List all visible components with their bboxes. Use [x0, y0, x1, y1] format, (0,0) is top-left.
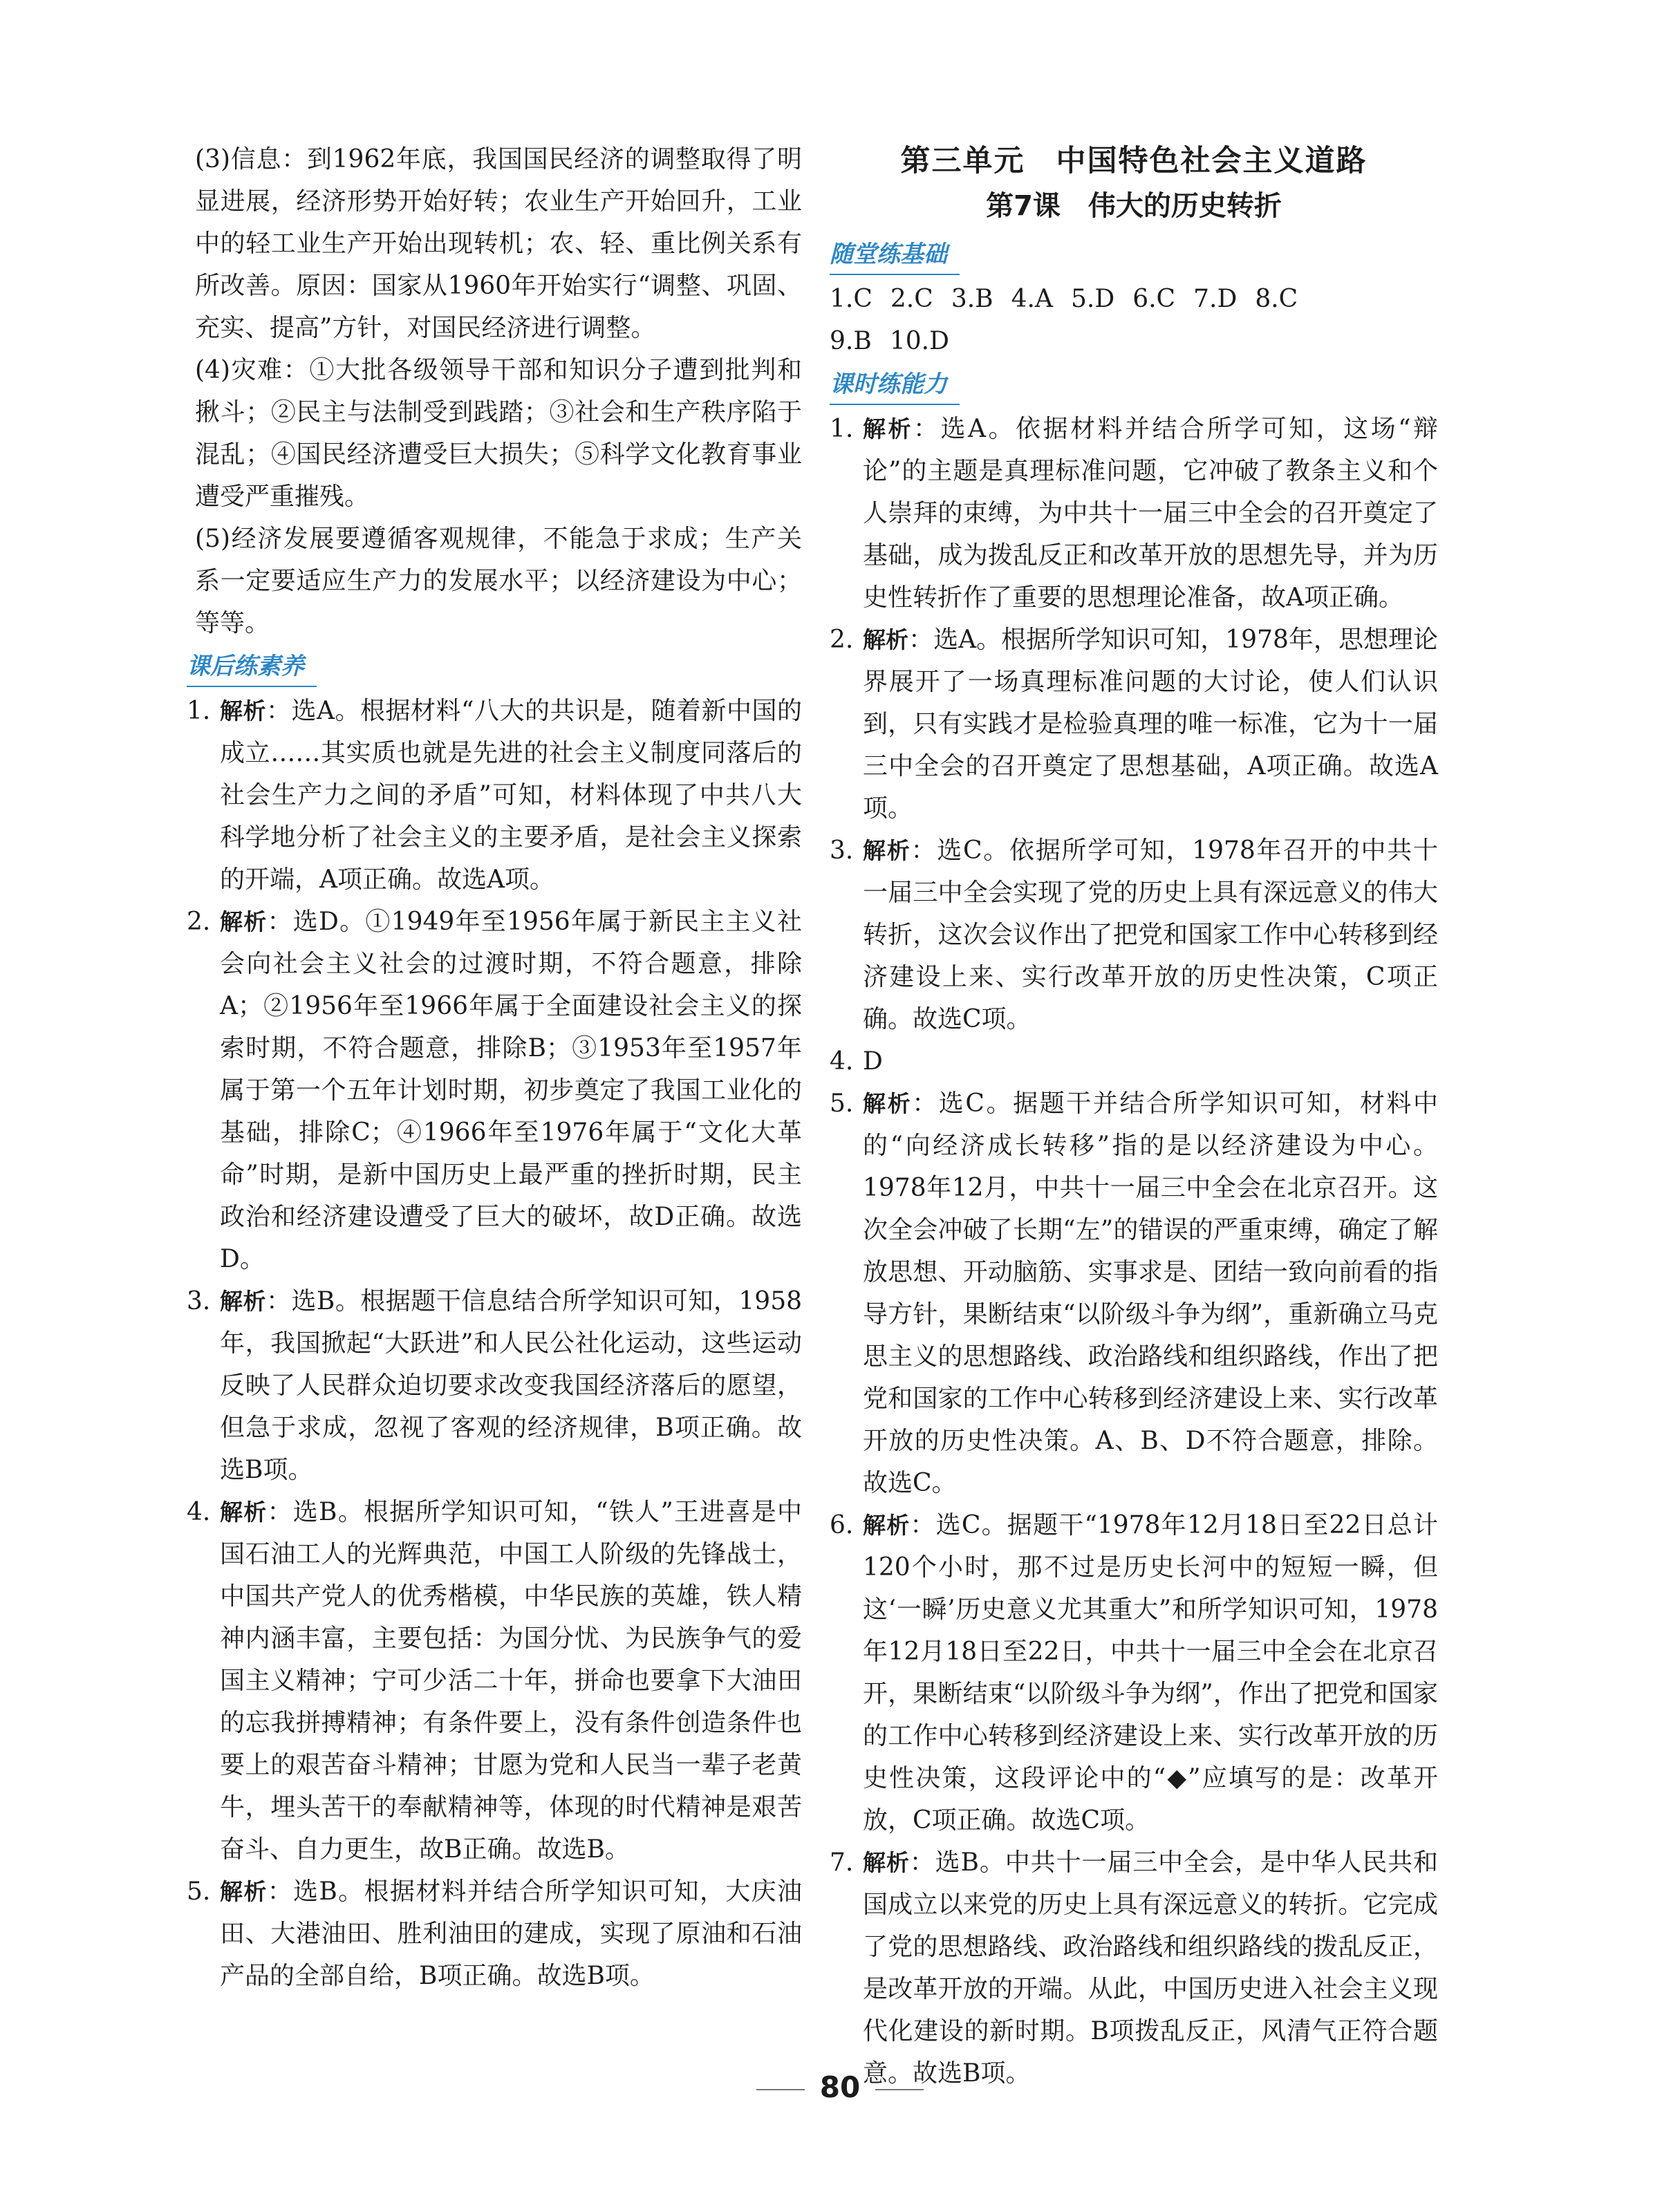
item-text: ：选B。根据材料并结合所学知识可知，大庆油田、大港油田、胜利油田的建成，实现了原油和石油产品的全部自给，B项正确。故选B项。 — [220, 1877, 802, 1990]
right-item-5 — [830, 1082, 1438, 1504]
right-item-2 — [830, 619, 1438, 830]
analysis-label: 解析 — [863, 1512, 911, 1539]
item-text: ：选D。①1949年至1956年属于新民主主义社会向社会主义社会的过渡时期，不符合题意，排除A；②1956年至1966年属于全面建设社会主义的探索时期，不符合题意，排除B；③1953年至1957年属于第一个五年计划时期，初步奠定了我国工业化的基础，排除C；④1966年至1976年属于“文化大革命”时期，是新中国历史上最严重的挫折时期，民主政治和经济建设遭受了巨大的破坏，故D正确。故选D。 — [220, 908, 802, 1273]
item-text: ：选C。据题干并结合所学知识可知，材料中的“向经济成长转移”指的是以经济建设为中心。1978年12月，中共十一届三中全会在北京召开。这次全会冲破了长期“左”的错误的严重束缚，确定了解放思想、开动脑筋、实事求是、团结一致向前看的指导方针，果断结束“以阶级斗争为纲”，重新确立马克思主义的思想路线、政治路线和组织路线，作出了把党和国家的工作中心转移到经济建设上来、实行改革开放的历史性决策。A、B、D不符合题意，排除。故选C。 — [863, 1089, 1438, 1497]
answer: 9.B — [830, 327, 872, 355]
item-text: ：选C。依据所学可知，1978年召开的中共十一届三中全会实现了党的历史上具有深远意义的伟大转折，这次会议作出了把党和国家工作中心转移到经济建设上来、实行改革开放的历史性决策，C项正确。故选C项。 — [863, 836, 1438, 1033]
item-number: 4. — [187, 1498, 211, 1526]
item-text: D — [863, 1047, 883, 1076]
answer: 6.C — [1132, 285, 1176, 313]
unit-title: 第三单元 中国特色社会主义道路 — [900, 144, 1368, 178]
item-text: ：选A。根据所学知识可知，1978年，思想理论界展开了一场真理标准问题的大讨论，使人们认识到，只有实践才是检验真理的唯一标准，它为十一届三中全会的召开奠定了思想基础，A项正确。故选A项。 — [863, 626, 1439, 823]
item-number: 6. — [830, 1511, 854, 1539]
footer-dash-right — [875, 2089, 924, 2090]
answer: 4.A — [1011, 285, 1053, 313]
answer: 8.C — [1255, 285, 1298, 313]
paragraph-4: (4)灾难：①大批各级领导干部和知识分子遭到批判和揪斗；②民主与法制受到践踏；③社会和生产秩序陷于混乱；④国民经济遭受巨大损失；⑤科学文化教育事业遭受严重摧残。 — [195, 356, 802, 511]
analysis-label: 解析 — [220, 1288, 266, 1315]
item-text: ：选B。中共十一届三中全会，是中华人民共和国成立以来党的历史上具有深远意义的转折。它完成了党的思想路线、政治路线和组织路线的拨乱反正，是改革开放的开端。从此，中国历史进入社会主义现代化建设的新时期。B项拨乱反正，风清气正符合题意。故选B项。 — [863, 1848, 1438, 2088]
section-heading-in-class: 随堂练基础 — [830, 235, 960, 275]
analysis-label: 解析 — [863, 415, 914, 442]
left-top-block — [187, 138, 802, 644]
item-number: 3. — [830, 836, 854, 865]
left-item-3 — [187, 1280, 802, 1491]
item-number: 4. — [830, 1047, 854, 1076]
paragraph-5: (5)经济发展要遵循客观规律，不能急于求成；生产关系一定要适应生产力的发展水平；以经济建设为中心；等等。 — [195, 525, 802, 637]
left-item-5 — [187, 1871, 802, 1997]
lesson-title: 第7课 伟大的历史转折 — [986, 190, 1282, 222]
item-text: ：选C。据题干“1978年12月18日至22日总计120个小时，那不过是历史长河中的短短一瞬，但这‘一瞬’历史意义尤其重大”和所学知识可知，1978年12月18日至22日，中共十一届三中全会在北京召开，果断结束“以阶级斗争为纲”，作出了把党和国家的工作中心转移到经济建设上来、实行改革开放的历史性决策，这段评论中的“◆”应填写的是：改革开放，C项正确。故选C项。 — [863, 1511, 1438, 1835]
analysis-label: 解析 — [220, 908, 268, 935]
section-heading-lesson: 课时练能力 — [830, 365, 960, 405]
item-number: 2. — [187, 908, 211, 936]
analysis-label: 解析 — [220, 697, 267, 724]
item-number: 5. — [187, 1877, 211, 1906]
analysis-label: 解析 — [220, 1499, 268, 1526]
item-number: 1. — [187, 697, 211, 725]
answer: 2.C — [890, 285, 933, 313]
analysis-label: 解析 — [863, 626, 909, 653]
analysis-label: 解析 — [220, 1878, 268, 1905]
item-text: ：选B。根据所学知识可知，“铁人”王进喜是中国石油工人的光辉典范，中国工人阶级的先锋战士，中国共产党人的优秀楷模，中华民族的英雄，铁人精神内涵丰富，主要包括：为国分忧、为民族争气的爱国主义精神；宁可少活二十年，拼命也要拿下大油田的忘我拼搏精神；有条件要上，没有条件创造条件也要上的艰苦奋斗精神；甘愿为党和人民当一辈子老黄牛，埋头苦干的奉献精神等，体现的时代精神是艰苦奋斗、自力更生，故B正确。故选B。 — [220, 1498, 802, 1864]
answer-line-2 — [830, 320, 1438, 362]
answer: 5.D — [1070, 285, 1115, 313]
section-heading-after-class: 课后练素养 — [187, 647, 317, 687]
paragraph-3: (3)信息：到1962年底，我国国民经济的调整取得了明显进展，经济形势开始好转；农业生产开始回升，工业中的轻工业生产开始出现转机；农、轻、重比例关系有所改善。原因：国家从1960年开始实行“调整、巩固、充实、提高”方针，对国民经济进行调整。 — [195, 145, 802, 342]
right-item-3 — [830, 830, 1438, 1040]
answer: 7.D — [1193, 285, 1238, 313]
left-column — [187, 138, 802, 1997]
left-item-1 — [187, 690, 802, 901]
analysis-label: 解析 — [863, 837, 911, 864]
analysis-label: 解析 — [863, 1090, 913, 1117]
right-item-1 — [830, 408, 1438, 619]
footer-dash-left — [756, 2089, 805, 2090]
answer-line-1 — [830, 278, 1438, 320]
right-item-7 — [830, 1841, 1438, 2094]
right-item-6 — [830, 1504, 1438, 1841]
page-footer — [0, 2070, 1680, 2104]
item-text: ：选A。根据材料“八大的共识是，随着新中国的成立……其实质也就是先进的社会主义制度同落后的社会生产力之间的矛盾”可知，材料体现了中共八大科学地分析了社会主义的主要矛盾，是社会主义探索的开端，A项正确。故选A项。 — [220, 697, 803, 894]
answer: 3.B — [951, 285, 993, 313]
item-number: 7. — [830, 1848, 854, 1877]
item-number: 5. — [830, 1089, 854, 1118]
left-item-2 — [187, 901, 802, 1280]
page-number: 80 — [819, 2070, 861, 2104]
answer: 10.D — [889, 327, 949, 355]
item-number: 2. — [830, 626, 854, 654]
item-number: 3. — [187, 1287, 211, 1315]
answer: 1.C — [830, 285, 872, 313]
right-item-4 — [830, 1040, 1438, 1082]
analysis-label: 解析 — [863, 1849, 910, 1876]
left-item-4 — [187, 1491, 802, 1871]
item-text: ：选A。依据材料并结合所学可知，这场“辩论”的主题是真理标准问题，它冲破了教条主义和个人崇拜的束缚，为中共十一届三中全会的召开奠定了基础，成为拨乱反正和改革开放的思想先导，并为历史性转折作了重要的思想理论准备，故A项正确。 — [863, 415, 1439, 612]
item-number: 1. — [830, 415, 854, 443]
item-text: ：选B。根据题干信息结合所学知识可知，1958年，我国掀起“大跃进”和人民公社化运动，这些运动反映了人民群众迫切要求改变我国经济落后的愿望，但急于求成，忽视了客观的经济规律，B项正确。故选B项。 — [220, 1287, 803, 1484]
right-column — [830, 138, 1438, 2094]
